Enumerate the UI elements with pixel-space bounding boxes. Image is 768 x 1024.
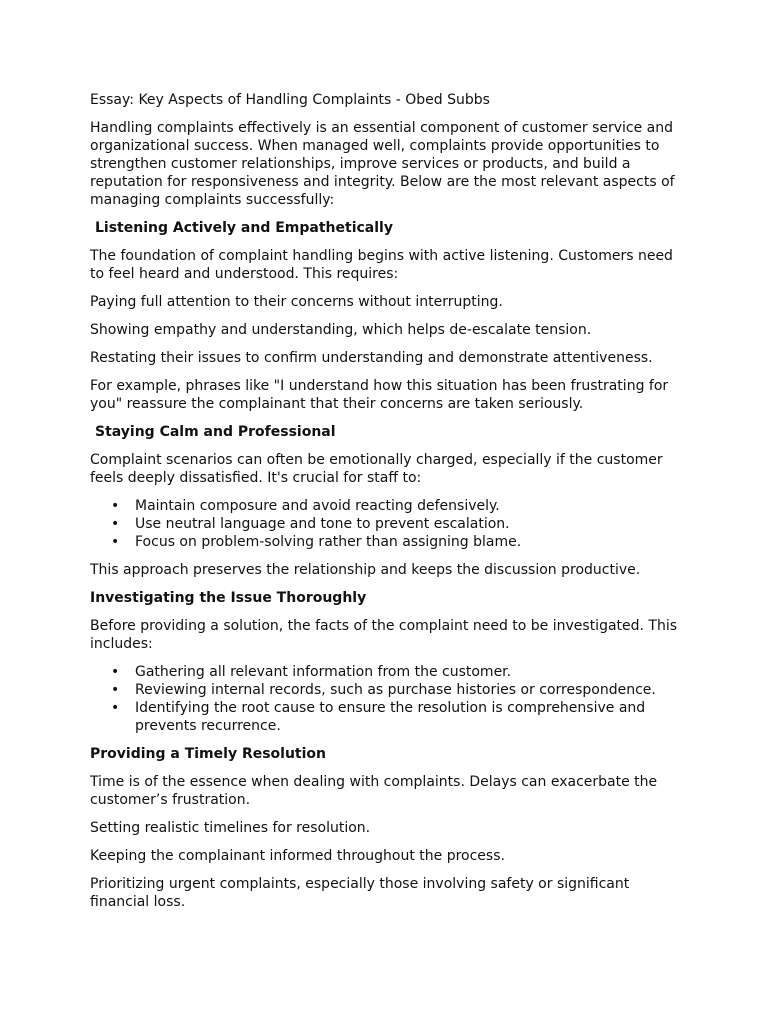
paragraph: Complaint scenarios can often be emotionally charged, especially if the customer feels deeply dissatisfied. It's crucial for staff to:	[90, 452, 663, 486]
intro-paragraph: Handling complaints effectively is an essential component of customer service and organizational success. When managed well, complaints provide opportunities to strengthen customer relationships, improve services or products, and build a reputation for responsiveness and integrity. Below are the most relevant aspects of managing complaints successfully:	[90, 120, 675, 208]
bullet-icon: •	[111, 516, 120, 532]
section-heading-listening: Listening Actively and Empathetically	[95, 220, 393, 236]
list-item-text: Reviewing internal records, such as purchase histories or correspondence.	[135, 682, 656, 698]
bullet-icon: •	[111, 682, 120, 698]
list-item-text: Focus on problem-solving rather than assigning blame.	[135, 534, 522, 550]
paragraph: The foundation of complaint handling begins with active listening. Customers need to feel heard and understood. This requires:	[90, 248, 673, 282]
paragraph: Showing empathy and understanding, which helps de-escalate tension.	[90, 322, 592, 338]
bullet-list	[90, 663, 680, 735]
paragraph: Time is of the essence when dealing with complaints. Delays can exacerbate the customer’s frustration.	[90, 774, 658, 808]
paragraph: Before providing a solution, the facts of the complaint need to be investigated. This includes:	[90, 618, 678, 652]
bullet-icon: •	[111, 534, 120, 550]
bullet-icon: •	[111, 664, 120, 680]
list-item	[90, 663, 680, 681]
document-body	[90, 91, 680, 921]
list-item-text: Gathering all relevant information from the customer.	[135, 664, 512, 680]
paragraph: Setting realistic timelines for resolution.	[90, 820, 371, 836]
list-item-text: Identifying the root cause to ensure the resolution is comprehensive and prevents recurrence.	[135, 700, 646, 734]
paragraph: Prioritizing urgent complaints, especially those involving safety or significant financial loss.	[90, 876, 630, 910]
paragraph: For example, phrases like "I understand how this situation has been frustrating for you" reassure the complainant that their concerns are taken seriously.	[90, 378, 669, 412]
section-heading-resolution: Providing a Timely Resolution	[90, 746, 327, 762]
paragraph: This approach preserves the relationship and keeps the discussion productive.	[90, 562, 641, 578]
paragraph: Paying full attention to their concerns without interrupting.	[90, 294, 503, 310]
list-item-text: Maintain composure and avoid reacting defensively.	[135, 498, 500, 514]
list-item	[90, 515, 680, 533]
paragraph: Keeping the complainant informed throughout the process.	[90, 848, 505, 864]
list-item	[90, 681, 680, 699]
paragraph: Restating their issues to confirm understanding and demonstrate attentiveness.	[90, 350, 653, 366]
list-item	[90, 699, 680, 735]
bullet-list	[90, 497, 680, 551]
list-item	[90, 497, 680, 515]
bullet-icon: •	[111, 498, 120, 514]
essay-title: Essay: Key Aspects of Handling Complaints - Obed Subbs	[90, 92, 490, 108]
bullet-icon: •	[111, 700, 120, 716]
section-heading-investigating: Investigating the Issue Thoroughly	[90, 590, 367, 606]
section-heading-calm: Staying Calm and Professional	[95, 424, 336, 440]
list-item	[90, 533, 680, 551]
list-item-text: Use neutral language and tone to prevent escalation.	[135, 516, 510, 532]
